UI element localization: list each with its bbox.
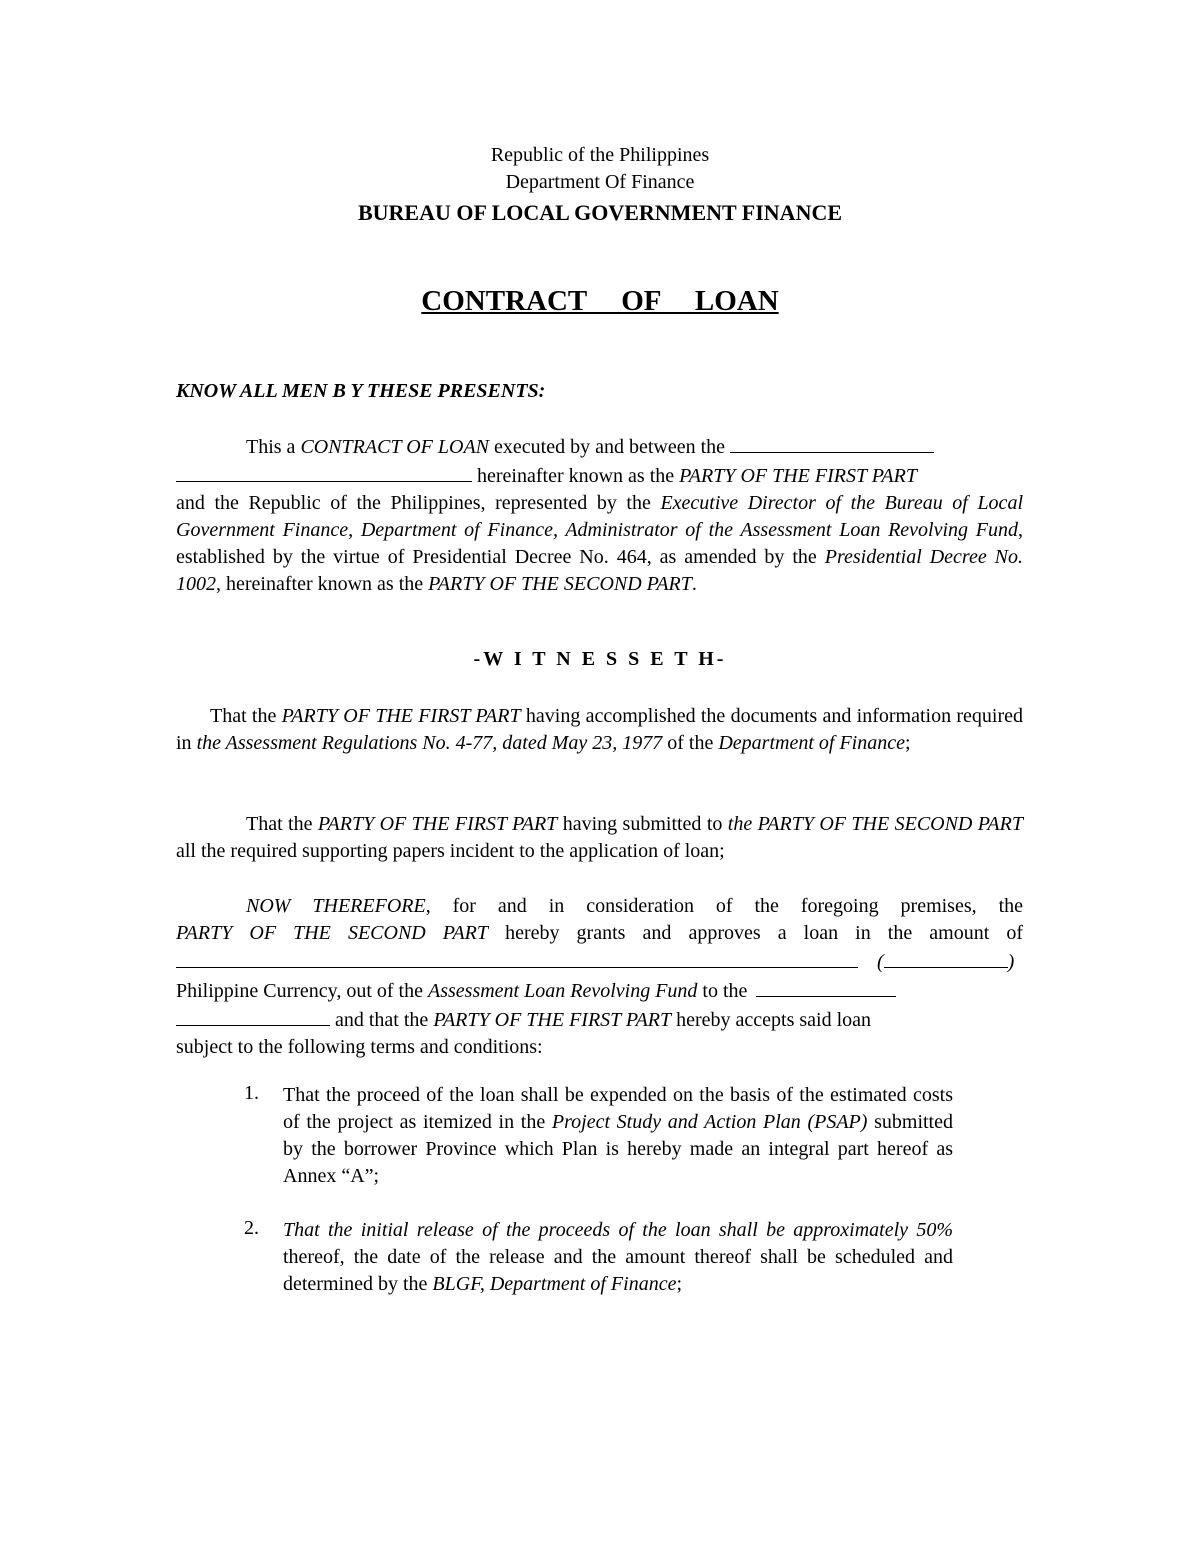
list-item-number-1: 1. <box>244 1082 259 1104</box>
header-republic: Republic of the Philippines <box>490 144 710 166</box>
header-bureau: BUREAU OF LOCAL GOVERNMENT FINANCE <box>357 200 843 225</box>
para1-line2: hereinafter known as the PARTY OF THE FIRST PART <box>176 461 1023 490</box>
loan-amount-words-blank[interactable] <box>176 947 858 968</box>
page-title: CONTRACT OF LOAN <box>421 285 779 317</box>
para4-line2: PARTY OF THE SECOND PART hereby grants and approves a loan in the amount of <box>176 922 1023 944</box>
list-item-1: That the proceed of the loan shall be expended on the basis of the estimated costs of the project as itemized in the Project Study and Action Plan (PSAP) submitted by the borrower Province which Plan is hereby made an integral part hereof as Annex “A”; <box>283 1084 953 1187</box>
para1-body: and the Republic of the Philippines, represented by the Executive Director of the Bureau of Local Government Finance, Department of Finance, Administrator of the Assessment Loan Revolving Fund, established by the virtue of Presidential Decree No. 464, as amended by the Presidential Decree No. 1002, hereinafter known as the PARTY OF THE SECOND PART. <box>176 492 1024 595</box>
know-all-men-heading: KNOW ALL MEN B Y THESE PRESENTS: <box>176 380 546 402</box>
para4-line1: NOW THEREFORE, for and in consideration of the foregoing premises, the <box>246 895 1023 917</box>
para4-line5: and that the PARTY OF THE FIRST PART hereby accepts said loan <box>176 1005 1023 1034</box>
witnesseth-heading: -W I T N E S S E T H- <box>473 648 727 670</box>
first-party-name-blank[interactable] <box>730 432 934 453</box>
paragraph-documents: That the PARTY OF THE FIRST PART having accomplished the documents and information required in the Assessment Regulations No. 4-77, dated May 23, 1977 of the Department of Finance; <box>176 705 1023 754</box>
para4-line6: subject to the following terms and conditions: <box>176 1036 543 1058</box>
paragraph-parties <box>176 432 1023 598</box>
paragraph-now-therefore <box>176 893 1023 1061</box>
para4-line4: Philippine Currency, out of the Assessment Loan Revolving Fund to the <box>176 976 1023 1005</box>
para1-line1: This a CONTRACT OF LOAN executed by and between the <box>176 432 1023 461</box>
header-department: Department Of Finance <box>505 171 695 193</box>
list-item-number-2: 2. <box>244 1217 259 1239</box>
first-party-name-blank-2[interactable] <box>176 461 472 482</box>
para4-line3: ( ) <box>176 947 1023 976</box>
paragraph-submitted: That the PARTY OF THE FIRST PART having submitted to the PARTY OF THE SECOND PART all the required supporting papers incident to the application of loan; <box>176 813 1023 862</box>
list-item-2: That the initial release of the proceeds of the loan shall be approximately 50% thereof, the date of the release and the amount thereof shall be scheduled and determined by the BLGF, Department of Finance; <box>283 1219 953 1295</box>
borrower-name-blank-2[interactable] <box>176 1005 330 1026</box>
loan-amount-figures-blank[interactable] <box>884 947 1008 968</box>
borrower-name-blank[interactable] <box>756 976 896 997</box>
